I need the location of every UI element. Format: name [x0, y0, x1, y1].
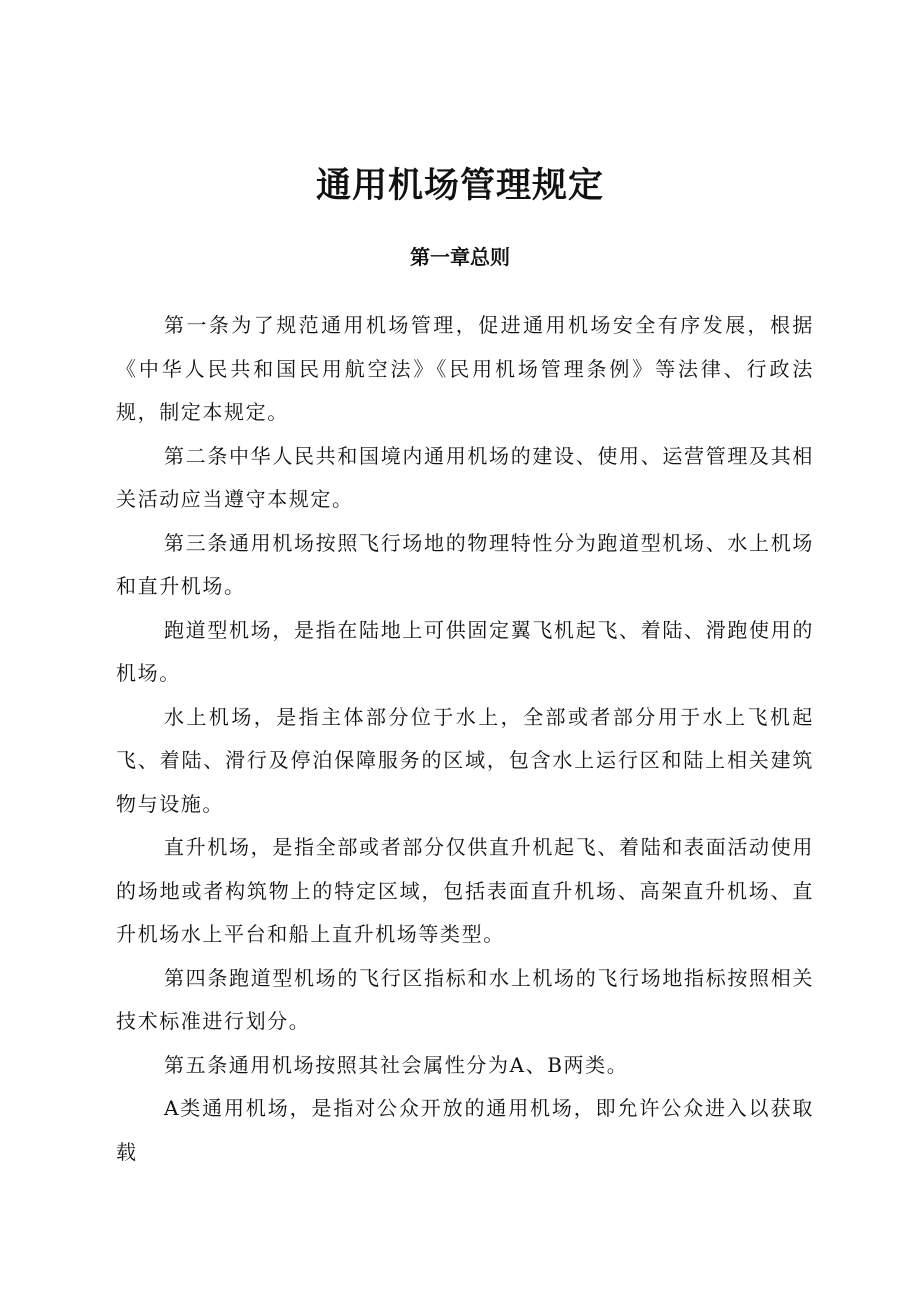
paragraph-article-4: 第四条跑道型机场的飞行区指标和水上机场的飞行场地指标按照相关技术标准进行划分。: [116, 965, 814, 1033]
paragraph-article-2: 第二条中华人民共和国境内通用机场的建设、使用、运营管理及其相关活动应当遵守本规定。: [116, 443, 814, 511]
paragraph-article-3: 第三条通用机场按照飞行场地的物理特性分为跑道型机场、水上机场和直升机场。: [116, 530, 814, 598]
document-title: 通用机场管理规定: [315, 166, 604, 206]
paragraph-article-5: 第五条通用机场按照其社会属性分为A、B两类。: [164, 1052, 629, 1077]
chapter-heading: 第一章总则: [410, 245, 510, 269]
document-body: [116, 304, 814, 1174]
paragraph-runway-airport: 跑道型机场，是指在陆地上可供固定翼飞机起飞、着陆、滑跑使用的机场。: [116, 617, 814, 685]
paragraph-heliport: 直升机场，是指全部或者部分仅供直升机起飞、着陆和表面活动使用的场地或者构筑物上的特定区域，包括表面直升机场、高架直升机场、直升机场水上平台和船上直升机场等类型。: [116, 835, 814, 946]
paragraph-article-1: 第一条为了规范通用机场管理，促进通用机场安全有序发展，根据《中华人民共和国民用航空法》《民用机场管理条例》等法律、行政法规，制定本规定。: [116, 313, 814, 424]
paragraph-class-a: A类通用机场，是指对公众开放的通用机场，即允许公众进入以获取载: [116, 1096, 814, 1164]
paragraph-water-airport: 水上机场，是指主体部分位于水上，全部或者部分用于水上飞机起飞、着陆、滑行及停泊保障服务的区域，包含水上运行区和陆上相关建筑物与设施。: [116, 704, 814, 816]
